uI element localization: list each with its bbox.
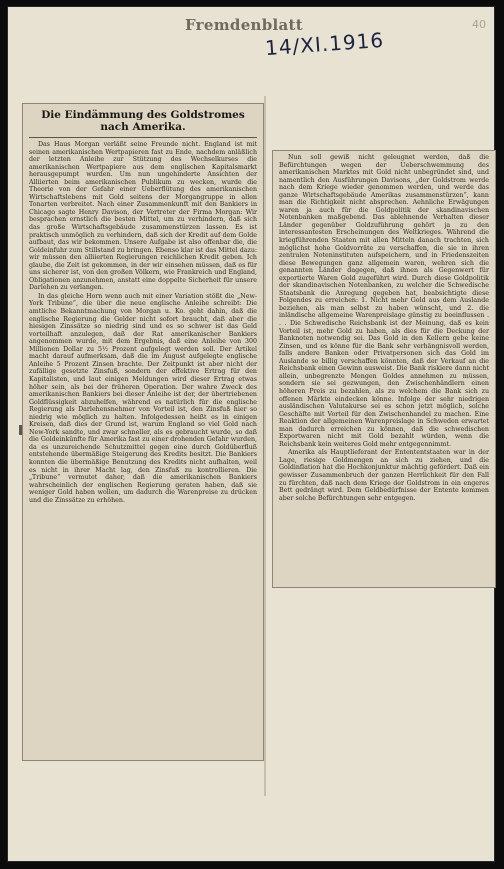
article-paragraph: Nun soll gewiß nicht geleugnet werden, daß die Befürchtungen wegen der Ueberschwemmung des amerikanischen Marktes mit Gold nicht unbegründet sind, und namentlich den Ausführungen Davisons, „der Goldstrom werde nach dem Kriege wieder genommen werden, und werde das ganze Wirtschaftsgebäude Amerikas zusammenstürzen“, kann man die Richtigkeit nicht absprechen. Aehnliche Erwägungen waren ja auch für die Goldpolitik der skandinavischen Notenbanken maßgebend. Das ablehnende Verhalten dieser Länder gegenüber Goldzuführung gehört ja zu den interessantesten Erscheinungen des Weltkrieges. Während die kriegführenden Staaten mit allen Mitteln danach trachten, sich möglichst hohe Goldvorräte zu verschaffen, die sie in ihren zentralen Noteninstituten aufspeichern, und in Friedenszeiten diese Bewegungen ganz allgemein waren, wehren sich die genannten Länder dagegen, daß ihnen als Gegenwert für exportierte Waren Gold zugeführt wird. Durch diese Goldpolitik der skandinavischen Notenbanken, zu welcher die Schwedische Staatsbank die Anregung gegeben hat, beabsichtigte diese Folgendes zu erreichen: 1. Nicht mehr Gold aus dem Auslande beziehen, als man selbst zu haben wünscht, und 2. die inländische allgemeine Warenpreislage günstig zu beeinflussen . . . Die Schwedische Reichsbank ist der Meinung, daß es kein Vorteil ist, mehr Gold zu haben, als dies für die Deckung der Banknoten notwendig sei. Das Gold in den Kellern gebe keine Zinsen, und es könne für die Bank sehr verhängnisvoll werden, falls andere Banken oder Privatpersonen sich das Gold im Auslande so billig verschaffen könnten, daß der Verkauf an die Reichsbank einen Gewinn ausweist. Die Bank riskiere dann nicht allein, unbegrenzte Mengen Goldes annehmen zu müssen, sondern sie sei gezwungen, den Zwischenhändlern einen höheren Preis zu bezahlen, als zu welchem die Bank sich zu offenen Märkte eindecken könne. Infolge der sehr niedrigen ausländischen Valutakurse sei es schon jetzt möglich, solche Geschäfte mit Vorteil für den Zwischenhandel zu machen. Eine Reaktion der allgemeinen Warenpreislage in Schweden erwartet man dadurch erreichen zu können, daß die schwedischen Exportwaren nicht mit Gold bezahlt würden, wenn die Reichsbank kein weiteres Gold mehr entgegennimmt.	[279, 154, 489, 448]
article-paragraph: In das gleiche Horn wenn auch mit einer Variation stößt die „New-York Tribune“, die über die neue englische Anleihe schreibt: Die amtliche Bekanntmachung von Morgan u. Ko. geht dahin, daß die englische Regierung die Gelder nicht sofort braucht, daß aber die hiesigen Zinssätze so niedrig sind und es so schwer ist das Geld vorteilhaft anzulegen, daß der Rat amerikanischer Bankiers angenommen wurde, mit dem Ergebnis, daß eine Anleihe von 300 Millionen Dollar zu 5½ Prozent aufgelegt werden soll. Der Artikel macht darauf aufmerksam, daß die im August aufgelegte englische Anleihe 5 Prozent Zinsen brachte. Der Zeitpunkt ist aber nicht der zufällige gesetzte Zinsfuß, sondern der effektive Ertrag für den Kapitalisten, und laut einigen Meldungen wird dieser Ertrag etwas höher sein, als bei der früheren Operation. Der wahre Zweck des amerikanischen Bankiers bei dieser Anleihe ist der, der übertriebenen Goldflüssigkeit abzuhelfen, während es natürlich für die englische Regierung als Darlehensnehmer von Vorteil ist, den Zinsfuß hier so niedrig wie möglich zu halten. Infolgedessen heißt es in einigen Kreisen, daß dies der Grund ist, warum England so viel Gold nach New-York sandte, und zwar schneller, als es gebraucht wurde, so daß die Goldeinkünfte für Amerika fast zu einer drohenden Gefahr wurden, da es unzureichende Schutzmittel gegen eine durch Goldüberfluß entstehende übermäßige Steigerung des Kredits besitzt. Die Bankiers konnten die übermäßige Benutzung des Kredits nicht aufhalten, weil es nicht in ihrer Macht lag, den Zinsfuß zu kontrollieren. Die „Tribune“ vermutet daher, daß die amerikanischen Bankiers wahrscheinlich der englischen Regierung geraten haben, daß sie weniger Gold haben wollen, um dadurch die Warenpreise zu drücken und die Zinssätze zu erhöhen.	[29, 292, 257, 504]
article-clipping-left	[22, 103, 264, 761]
article-clipping-right	[272, 150, 496, 588]
masthead: Fremdenblatt	[185, 16, 304, 34]
article-headline: Die Eindämmung des Goldstromes nach Amerika.	[29, 107, 257, 138]
column-fold	[264, 96, 266, 796]
archive-page-number: 40	[472, 18, 486, 31]
article-paragraph: Das Haus Morgan verläßt seine Freunde nicht. England ist mit seinen amerikanischen Wertpapieren fast zu Ende, nachdem anläßlich der letzten Anleihe zur Stützung des Wechselkurses die amerikanischen Wertpapiere aus dem englischen Kapitalsmarkt herausgepumpt wurden. Um nun ungehinderte Ansichten der Alliierten beim amerikanischen Publikum zu wecken, wurde die Theorie von der Gefahr einer Ueberflütung des amerikanischen Wirtschaftslebens mit Gold seitens der Morgangruppe in allen Tonarten verbreitet. Nach einer Zusammenkunft mit den Bankiers in Chicago sagte Henry Davison, der Vertreter der Firma Morgan: Wir besprachen ernstlich die besten Mittel, um zu verhindern, daß sich das große Wirtschaftsgebäude zusammenstürzen lassen. Es ist praktisch unmöglich zu verhindern, daß sich der Kredit auf dem Golde aufbaut, das wir bekommen. Unsere Aufgabe ist also offenbar die, die Goldeinfuhr zum Stillstand zu bringen. Ebenso klar ist das Mittel dazu: wir müssen den alliierten Regierungen reichlichen Kredit geben. Ich glaube, die Zeit ist gekommen, in der wir einsehen müssen, daß es für uns sicherer ist, von den großen Völkern, wie Frankreich und England, Obligationen anzunehmen, anstatt eine doppelte Sicherheit für unsere Darlehen zu verlangen.	[29, 141, 257, 292]
article-paragraph: Amerika als Hauptlieferant der Entententstaaten war in der Lage, riesige Goldmengen an sich zu ziehen, und die Goldinflation hat die Hochkonjunktur mächtig gefördert. Daß ein gewisser Zusammenbruch der ganzen Herrlichkeit für den Fall zu fürchten, daß nach dem Kriege der Goldstrom in ein engeres Bett gedrängt wird. Dem Geldbedürfnisse der Entente kommen aber solche Befürchtungen sehr entgegen.	[279, 449, 489, 502]
handwritten-date: 14/XI.1916	[264, 27, 385, 61]
